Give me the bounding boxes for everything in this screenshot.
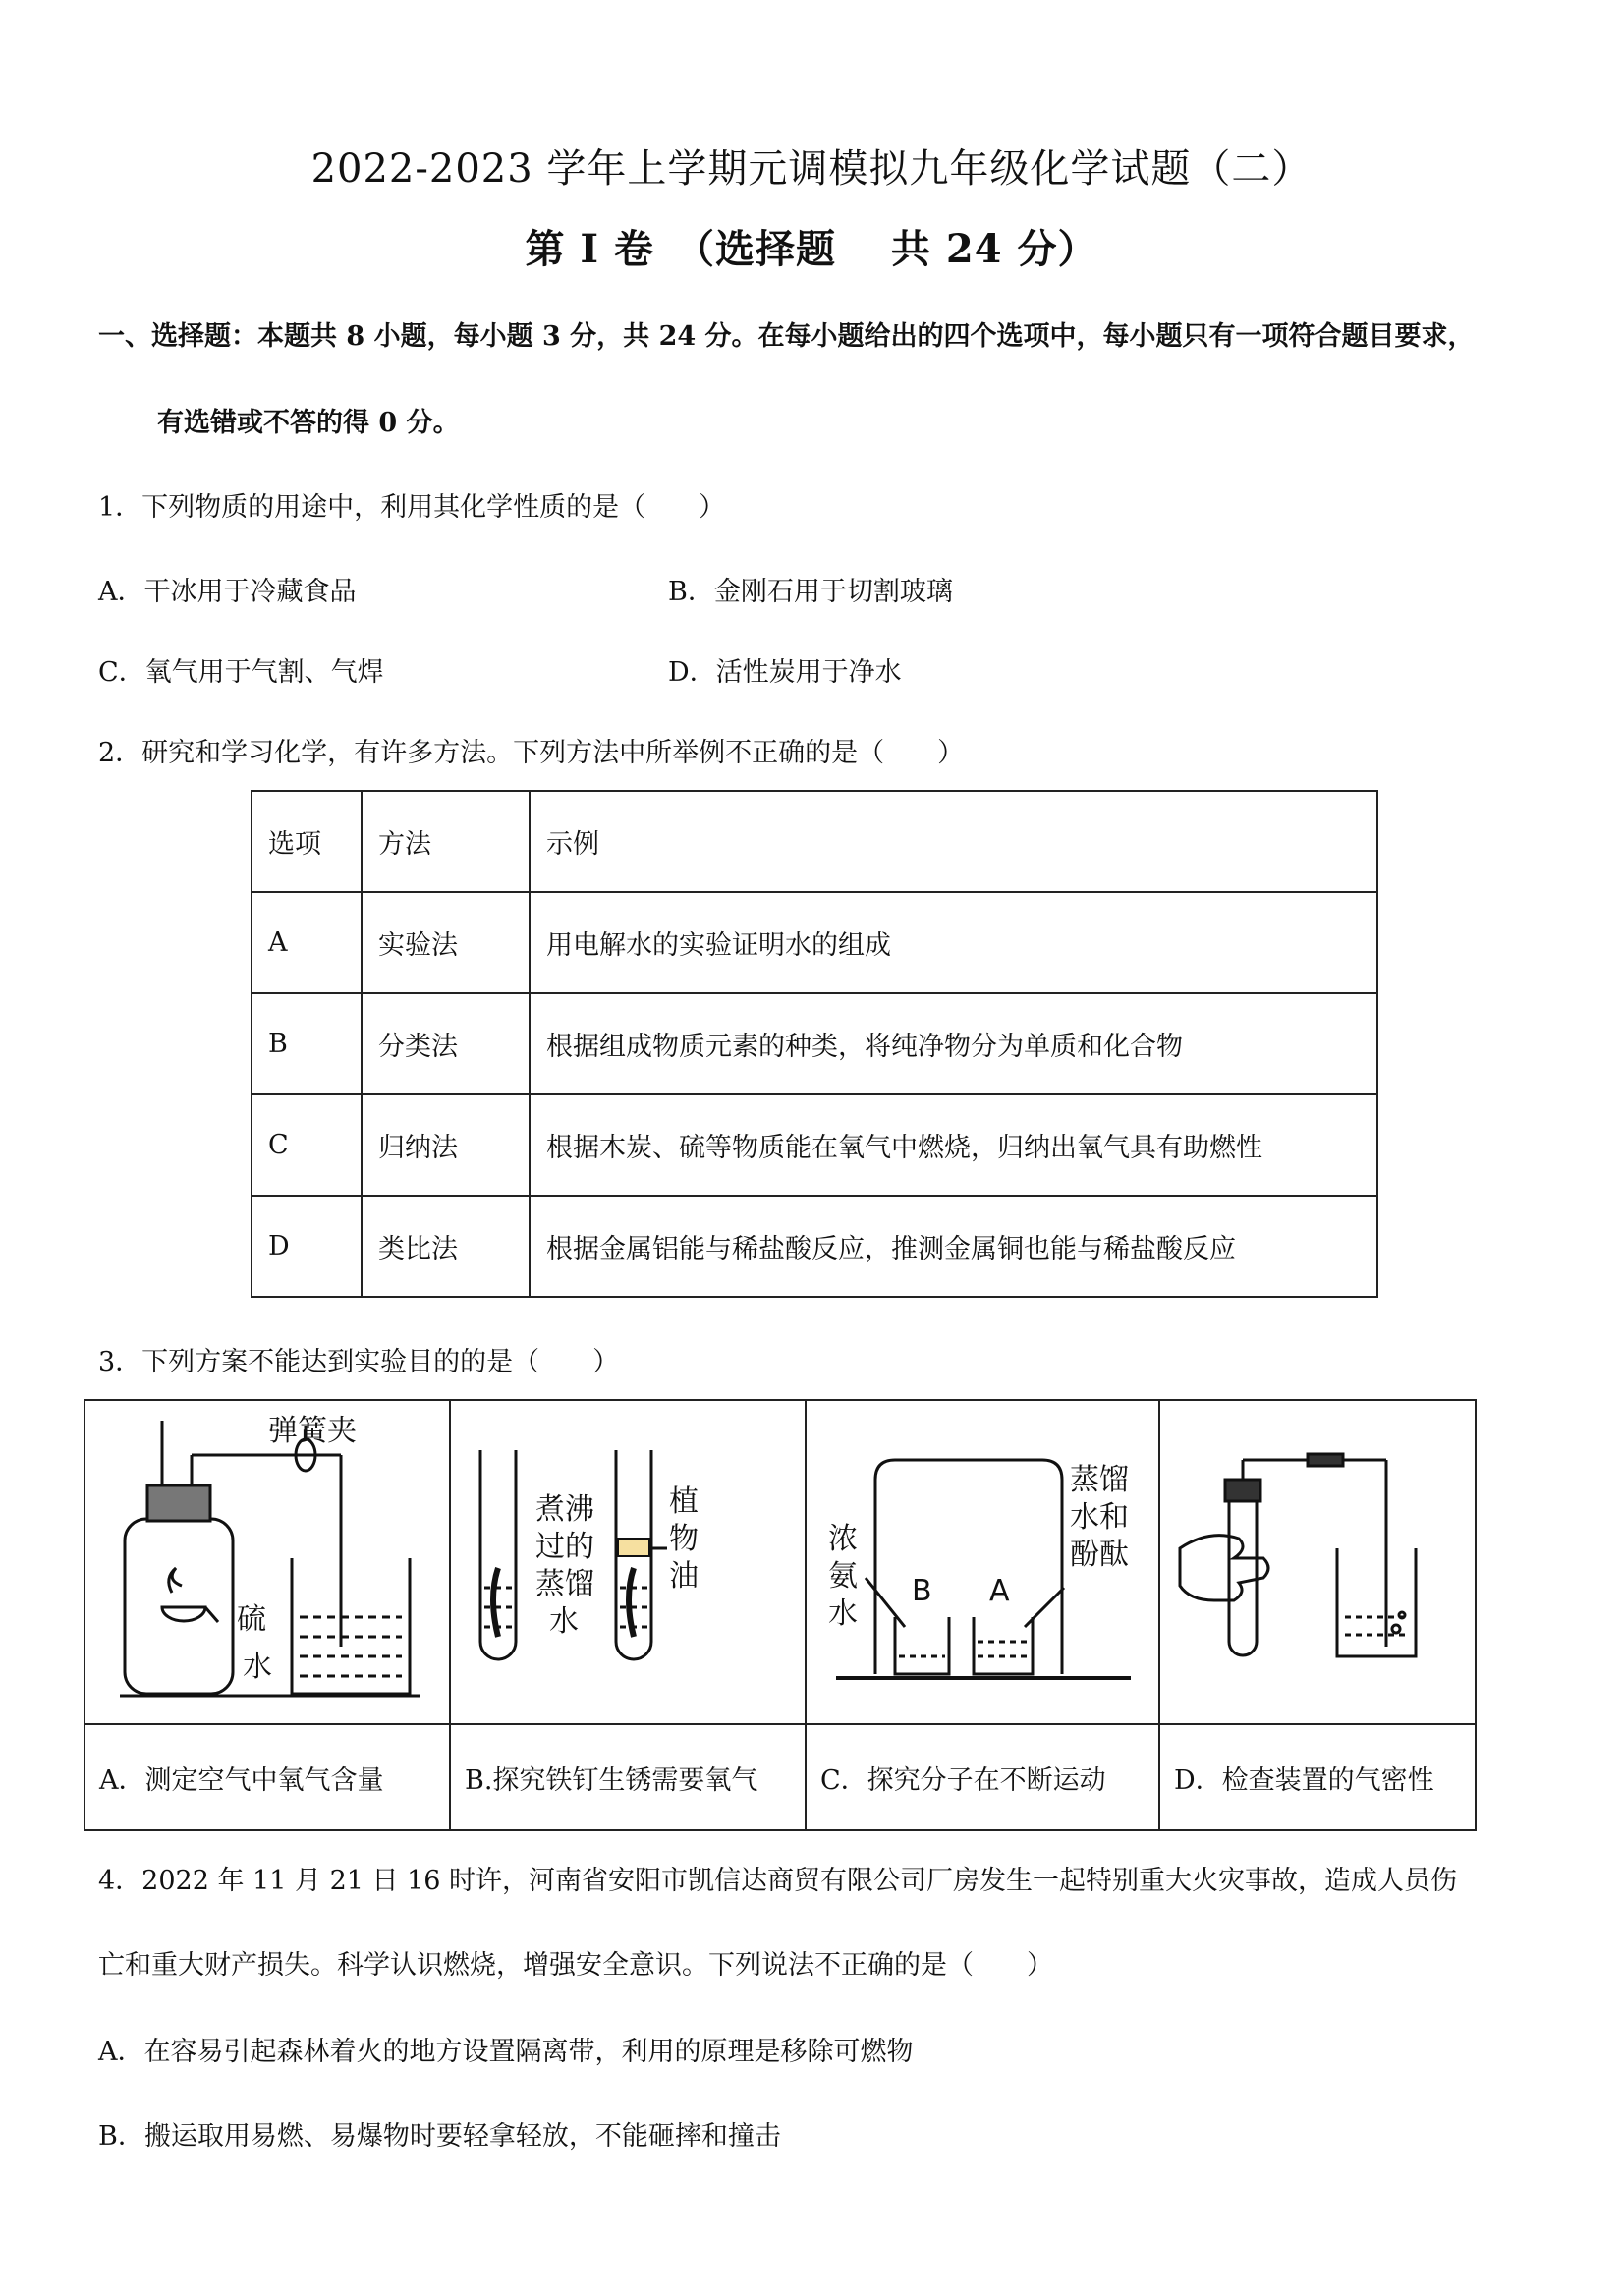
label-beaker-b: B bbox=[912, 1574, 932, 1608]
table-cell: 类比法 bbox=[362, 1196, 530, 1297]
test-tube bbox=[1229, 1489, 1257, 1655]
q1-option-d: D．活性炭用于净水 bbox=[668, 657, 902, 688]
stopper bbox=[147, 1485, 210, 1521]
label-clamp: 弹簧夹 bbox=[268, 1414, 357, 1448]
table-cell: 根据金属铝能与稀盐酸反应，推测金属铜也能与稀盐酸反应 bbox=[530, 1196, 1377, 1297]
label-ammonia: 浓 氨 水 bbox=[828, 1522, 858, 1631]
section-heading-cont: 有选错或不答的得 0 分。 bbox=[157, 408, 460, 438]
table-cell: 根据木炭、硫等物质能在氧气中燃烧，归纳出氧气具有助燃性 bbox=[530, 1094, 1377, 1196]
caption-d: D．检查装置的气密性 bbox=[1159, 1724, 1476, 1830]
figure-c-apparatus bbox=[807, 1401, 1158, 1723]
table-cell: D bbox=[252, 1196, 362, 1297]
table-cell: 归纳法 bbox=[362, 1094, 530, 1196]
exam-title: 2022-2023 学年上学期元调模拟九年级化学试题（二） bbox=[310, 146, 1313, 192]
figure-b-apparatus bbox=[451, 1401, 805, 1723]
header-cell: 方法 bbox=[362, 791, 530, 892]
oil-layer bbox=[618, 1539, 649, 1556]
header-cell: 示例 bbox=[530, 791, 1377, 892]
q3-figure-table bbox=[84, 1399, 1477, 1831]
table-cell: 实验法 bbox=[362, 892, 530, 993]
iron-nail bbox=[493, 1568, 498, 1637]
caption-a: A．测定空气中氧气含量 bbox=[84, 1724, 450, 1830]
caption-c: C．探究分子在不断运动 bbox=[806, 1724, 1159, 1830]
beaker bbox=[1337, 1548, 1416, 1656]
section-heading: 一、选择题：本题共 8 小题，每小题 3 分，共 24 分。在每小题给出的四个选项中，每小题只有一项符合题目要求， bbox=[98, 321, 1475, 352]
table-row bbox=[252, 1094, 1377, 1196]
q4-stem-line1: 4．2022 年 11 月 21 日 16 时许，河南省安阳市凯信达商贸有限公司厂房发生一起特别重大火灾事故，造成人员伤 bbox=[98, 1866, 1458, 1896]
q1-option-c: C．氧气用于气割、气焊 bbox=[98, 657, 384, 688]
bubble bbox=[1392, 1625, 1400, 1633]
label-sulfur: 硫 bbox=[237, 1602, 266, 1637]
q1-stem: 1．下列物质的用途中，利用其化学性质的是（ ） bbox=[98, 492, 726, 523]
table-cell: B bbox=[252, 993, 362, 1094]
q1-option-b: B．金刚石用于切割玻璃 bbox=[668, 577, 953, 607]
label-phenolphthalein: 蒸馏 水和 酚酞 bbox=[1070, 1463, 1129, 1572]
table-row bbox=[252, 892, 1377, 993]
table-cell: A bbox=[252, 892, 362, 993]
beaker bbox=[292, 1558, 410, 1694]
caption-b: B.探究铁钉生锈需要氧气 bbox=[450, 1724, 806, 1830]
figure-d-apparatus bbox=[1160, 1401, 1475, 1723]
label-plant-oil: 植 物 油 bbox=[669, 1484, 699, 1594]
beaker-a bbox=[974, 1617, 1033, 1674]
table-row bbox=[252, 993, 1377, 1094]
q2-stem: 2．研究和学习化学，有许多方法。下列方法中所举例不正确的是（ ） bbox=[98, 738, 965, 768]
figure-a-apparatus bbox=[85, 1401, 449, 1723]
q4-option-a: A．在容易引起森林着火的地方设置隔离带，利用的原理是移除可燃物 bbox=[98, 2037, 914, 2067]
table-row bbox=[252, 1196, 1377, 1297]
figure-b-cell bbox=[450, 1400, 806, 1724]
table-cell: 用电解水的实验证明水的组成 bbox=[530, 892, 1377, 993]
label-boiled-water: 煮沸 过的 蒸馏 水 bbox=[535, 1492, 594, 1639]
q4-stem-line2: 亡和重大财产损失。科学认识燃烧，增强安全意识。下列说法不正确的是（ ） bbox=[98, 1950, 1053, 1981]
table-cell: 分类法 bbox=[362, 993, 530, 1094]
combustion-spoon bbox=[162, 1607, 205, 1621]
table-header-row bbox=[252, 791, 1377, 892]
q3-stem: 3．下列方案不能达到实验目的的是（ ） bbox=[98, 1347, 620, 1377]
label-water: 水 bbox=[243, 1650, 272, 1684]
rubber-stopper bbox=[1225, 1480, 1260, 1501]
table-cell: 根据组成物质元素的种类，将纯净物分为单质和化合物 bbox=[530, 993, 1377, 1094]
figure-d-cell bbox=[1159, 1400, 1476, 1724]
q1-option-a: A．干冰用于冷藏食品 bbox=[98, 577, 357, 607]
header-cell: 选项 bbox=[252, 791, 362, 892]
table-cell: C bbox=[252, 1094, 362, 1196]
q2-table bbox=[251, 790, 1378, 1298]
q4-option-b: B．搬运取用易燃、易爆物时要轻拿轻放，不能砸摔和撞击 bbox=[98, 2121, 781, 2152]
figure-a-cell bbox=[84, 1400, 450, 1724]
figure-c-cell bbox=[806, 1400, 1159, 1724]
label-beaker-a: A bbox=[989, 1574, 1010, 1608]
exam-subtitle: 第 I 卷 （选择题 共 24 分） bbox=[525, 226, 1098, 272]
